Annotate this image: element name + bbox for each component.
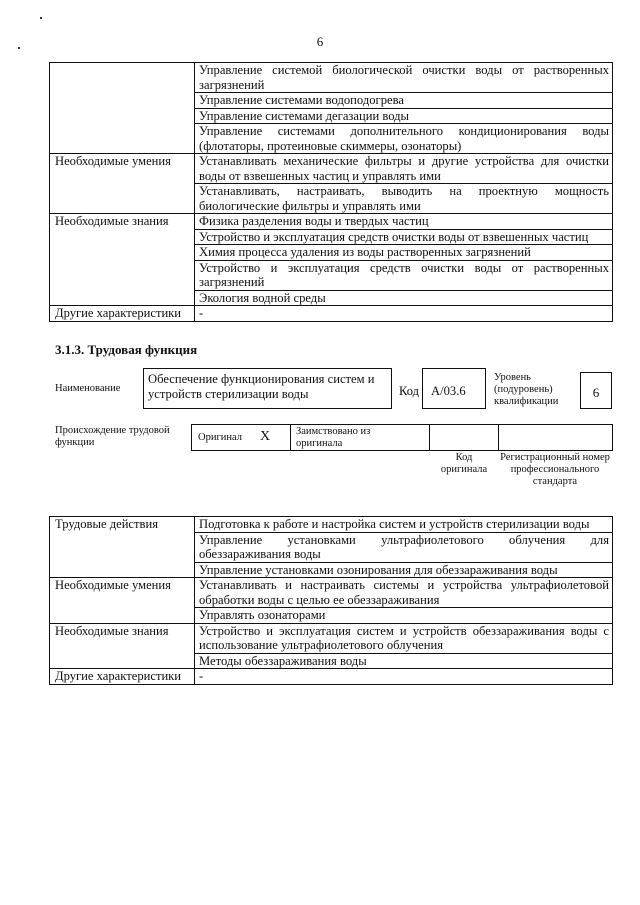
table-row (50, 623, 613, 653)
table-row (50, 306, 613, 322)
origin-original-box (191, 424, 291, 451)
reg-caption: Регистрационный номер профессионального стандарта (500, 452, 610, 487)
origin-label: Происхождение трудовой функции (55, 425, 170, 448)
table-cell: Управление системами дегазации воды (195, 108, 613, 124)
skills-table-bottom (49, 516, 613, 685)
origin-borrowed-box (290, 424, 430, 451)
borrowed-label: Заимствовано из оригинала (296, 426, 371, 449)
row-label: Необходимые умения (50, 154, 195, 214)
table-cell: Устройство и эксплуатация средств очистки воды от взвешенных частиц (195, 229, 613, 245)
original-mark: X (260, 429, 271, 444)
section-heading: 3.1.3. Трудовая функция (55, 342, 198, 357)
table-row (50, 578, 613, 608)
table-row (50, 214, 613, 230)
origin-code-box (429, 424, 499, 451)
table-cell: Устанавливать и настраивать системы и устройства ультрафиолетовой обработки воды с целью ее обеззараживания (195, 578, 613, 608)
name-label: Наименование (55, 383, 121, 394)
name-value: Обеспечение функционирования систем и устройств стерилизации воды (148, 372, 375, 401)
table-row (50, 63, 613, 93)
table-cell: Физика разделения воды и твердых частиц (195, 214, 613, 230)
table-cell: Управление системами водоподогрева (195, 93, 613, 109)
table-row (50, 669, 613, 685)
row-label (50, 63, 195, 154)
code-value-box (422, 368, 486, 409)
original-label: Оригинал (198, 432, 242, 443)
table-cell: Подготовка к работе и настройка систем и устройств стерилизации воды (195, 517, 613, 533)
level-value-box (580, 372, 612, 409)
code-label: Код (399, 384, 419, 398)
origin-reg-box (498, 424, 613, 451)
row-label: Трудовые действия (50, 517, 195, 578)
level-label: Уровень (подуровень) квалификации (494, 372, 559, 407)
table-cell: Управление системой биологической очистки воды от растворенных загрязнений (195, 63, 613, 93)
name-value-box (143, 368, 392, 409)
table-cell: Устанавливать, настраивать, выводить на проектную мощность биологические фильтры и управлять ими (195, 184, 613, 214)
row-label: Необходимые знания (50, 623, 195, 669)
code-value: A/03.6 (431, 384, 466, 398)
table-cell: Методы обеззараживания воды (195, 653, 613, 669)
table-cell: - (195, 669, 613, 685)
table-cell: Управление установками ультрафиолетового облучения для обеззараживания воды (195, 532, 613, 562)
scan-dot (40, 17, 42, 19)
row-label: Необходимые умения (50, 578, 195, 624)
table-row (50, 154, 613, 184)
table-cell: Управление установками озонирования для обеззараживания воды (195, 562, 613, 578)
table-cell: Устройство и эксплуатация систем и устройств обеззараживания воды с использование ультрафиолетового облучения (195, 623, 613, 653)
table-cell: Экология водной среды (195, 290, 613, 306)
level-value: 6 (592, 385, 600, 400)
table-cell: - (195, 306, 613, 322)
table-cell: Устанавливать механические фильтры и другие устройства для очистки воды от взвешенных частиц и управлять ими (195, 154, 613, 184)
row-label: Другие характеристики (50, 306, 195, 322)
row-label: Другие характеристики (50, 669, 195, 685)
skills-table-top (49, 62, 613, 322)
table-cell: Управлять озонаторами (195, 608, 613, 624)
table-cell: Химия процесса удаления из воды растворенных загрязнений (195, 245, 613, 261)
page-number: 6 (316, 34, 324, 49)
table-cell: Управление системами дополнительного кондиционирования воды (флотаторы, протеиновые скиммеры, озонаторы) (195, 124, 613, 154)
table-cell: Устройство и эксплуатация средств очистки воды от растворенных загрязнений (195, 260, 613, 290)
code-caption: Код оригинала (440, 452, 488, 475)
row-label: Необходимые знания (50, 214, 195, 306)
table-row (50, 517, 613, 533)
